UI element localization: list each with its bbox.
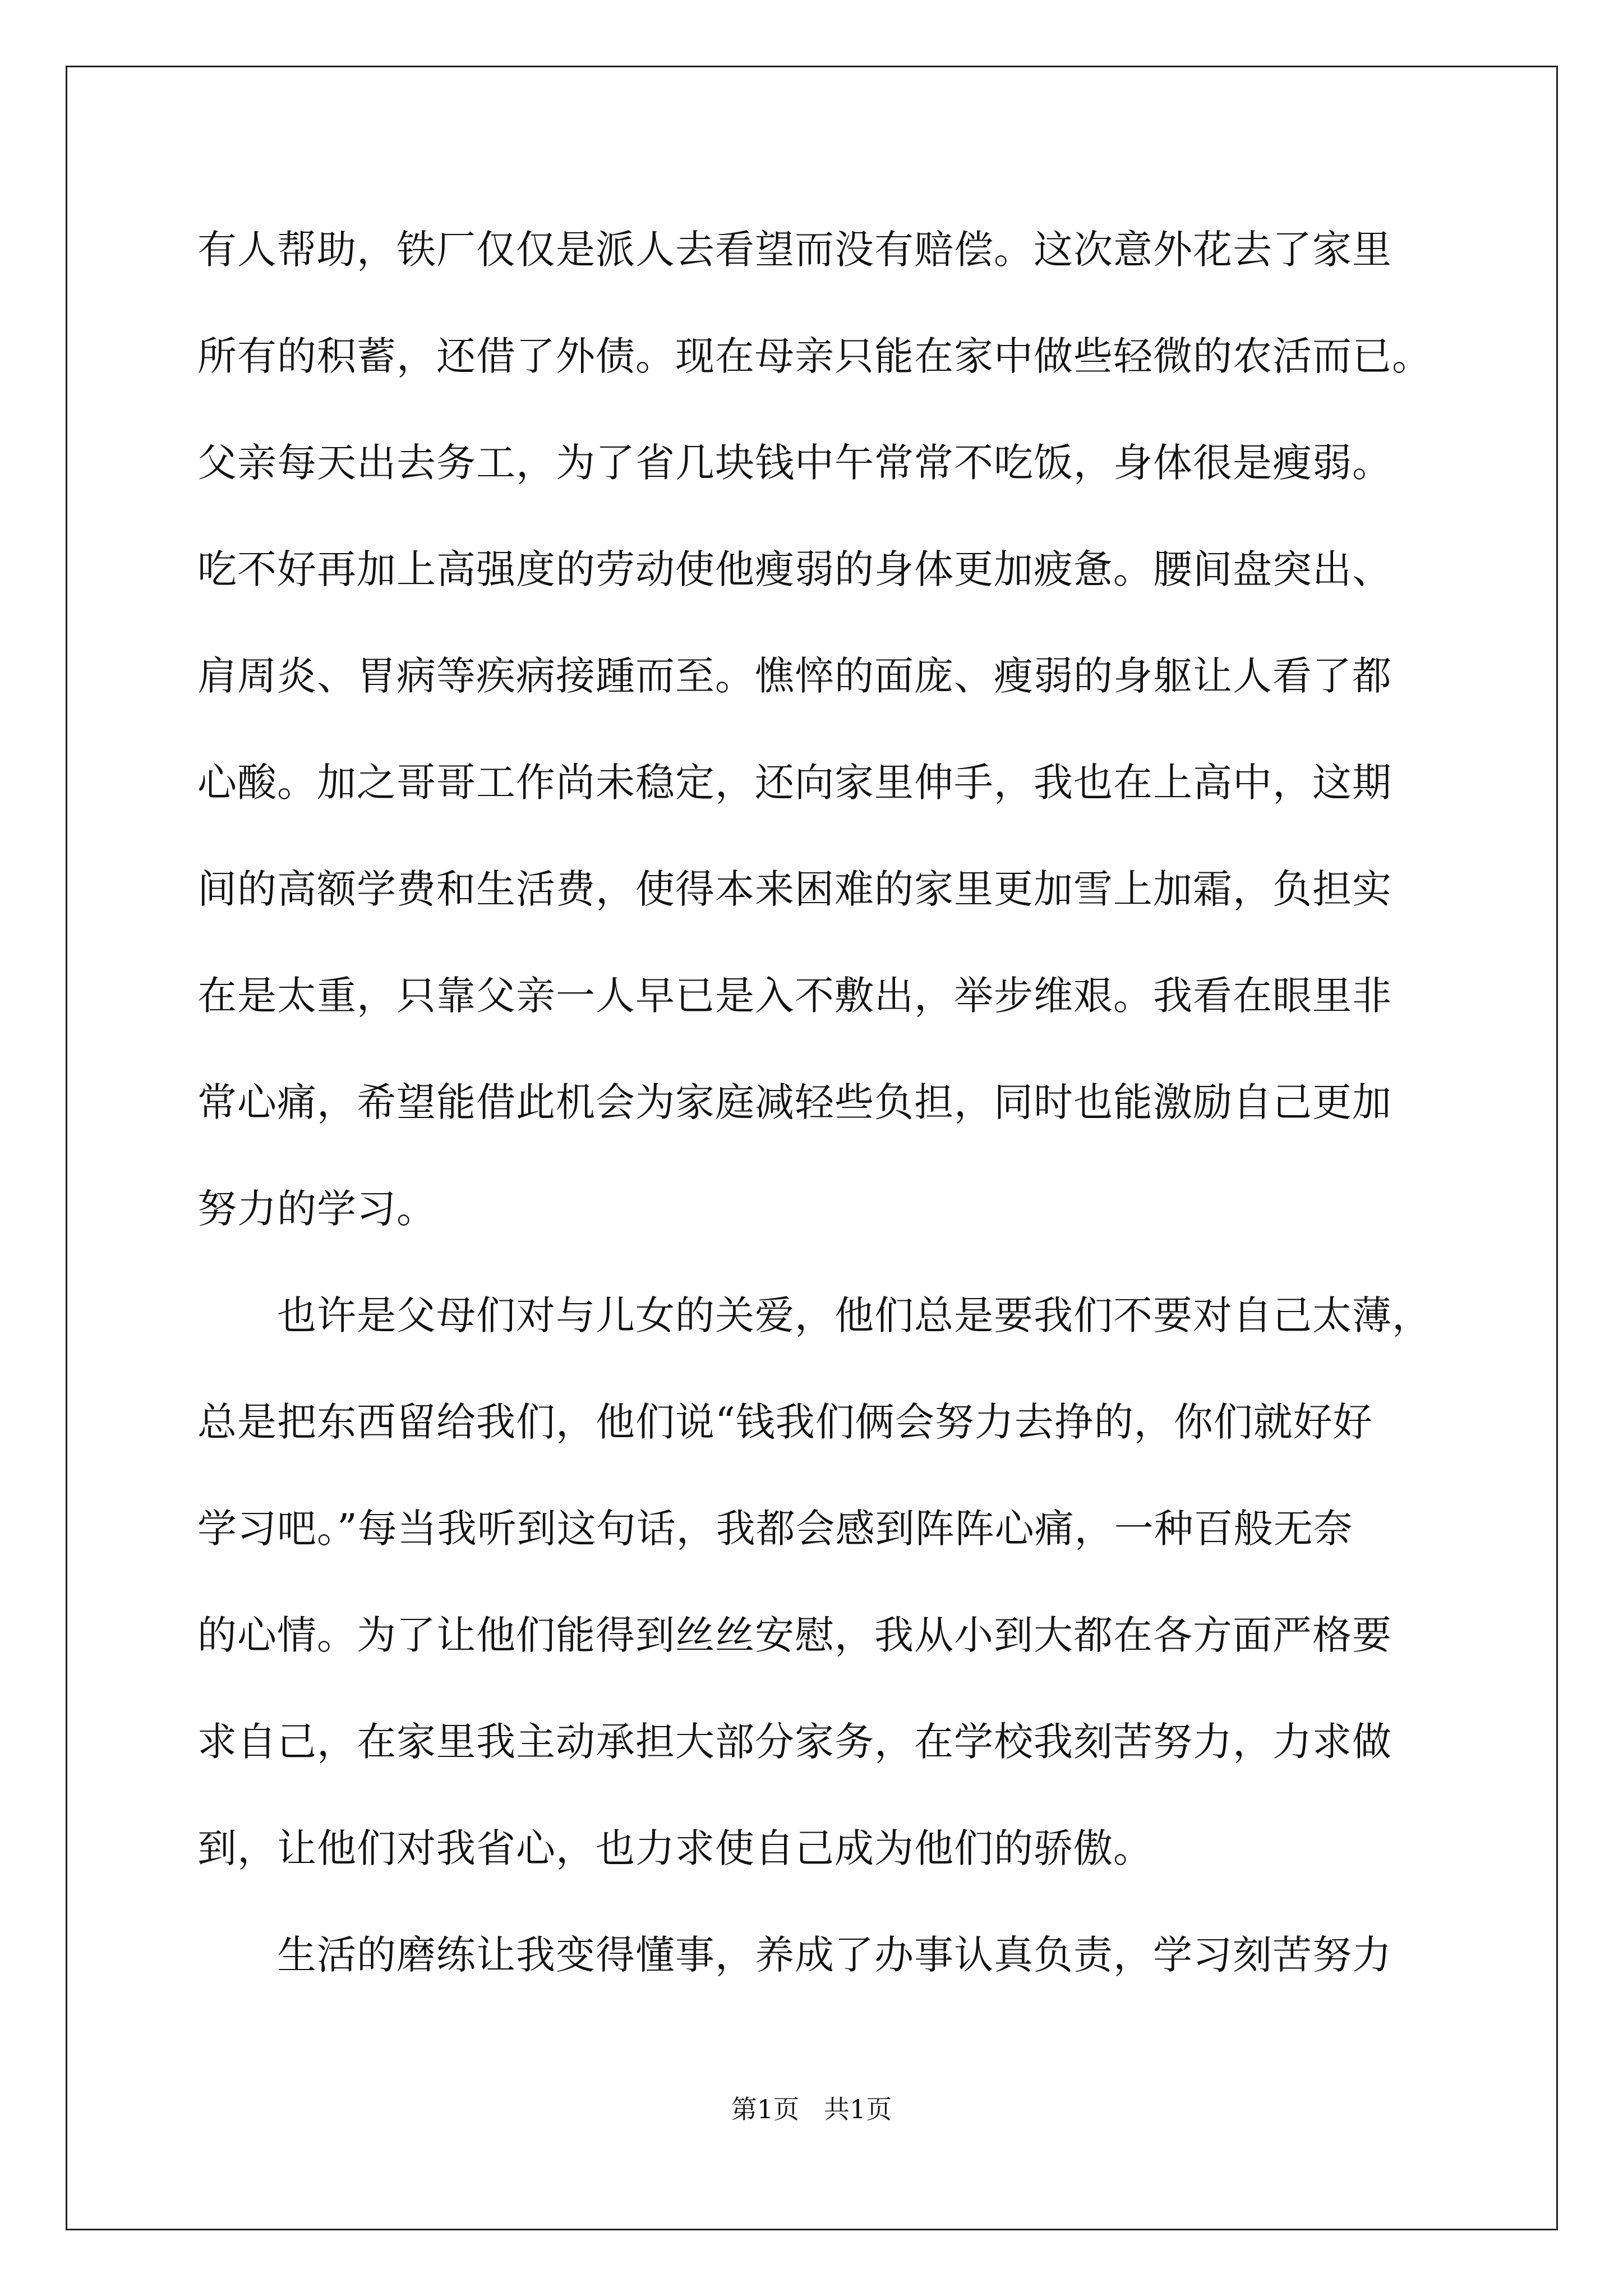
text-line-11: 也许是父母们对与儿女的关爱，他们总是要我们不要对自己太薄，: [197, 1292, 1432, 1338]
text-line-9: 常心痛，希望能借此机会为家庭减轻些负担，同时也能激励自己更加: [197, 1079, 1392, 1125]
page-border: [66, 66, 1558, 2230]
text-line-17: 生活的磨练让我变得懂事，养成了办事认真负责，学习刻苦努力: [197, 1932, 1392, 1978]
text-line-10: 努力的学习。: [197, 1186, 436, 1232]
text-line-16: 到，让他们对我省心，也力求使自己成为他们的骄傲。: [197, 1825, 1153, 1871]
text-line-6: 心酸。加之哥哥工作尚未稳定，还向家里伸手，我也在上高中，这期: [197, 760, 1392, 806]
text-line-4: 吃不好再加上高强度的劳动使他瘦弱的身体更加疲惫。腰间盘突出、: [197, 546, 1392, 592]
text-line-2: 所有的积蓄，还借了外债。现在母亲只能在家中做些轻微的农活而已。: [197, 333, 1432, 379]
text-line-8: 在是太重，只靠父亲一人早已是入不敷出，举步维艰。我看在眼里非: [197, 973, 1392, 1019]
text-line-1: 有人帮助，铁厂仅仅是派人去看望而没有赔偿。这次意外花去了家里: [197, 227, 1392, 273]
text-line-7: 间的高额学费和生活费，使得本来困难的家里更加雪上加霜，负担实: [197, 866, 1392, 912]
text-line-14: 的心情。为了让他们能得到丝丝安慰，我从小到大都在各方面严格要: [197, 1612, 1392, 1658]
text-line-3: 父亲每天出去务工，为了省几块钱中午常常不吃饭，身体很是瘦弱。: [197, 440, 1392, 486]
text-line-5: 肩周炎、胃病等疾病接踵而至。憔悴的面庞、瘦弱的身躯让人看了都: [197, 653, 1392, 699]
text-line-13: 学习吧。”每当我听到这句话，我都会感到阵阵心痛，一种百般无奈: [197, 1506, 1353, 1552]
text-line-15: 求自己，在家里我主动承担大部分家务，在学校我刻苦努力，力求做: [197, 1719, 1392, 1765]
text-line-12: 总是把东西留给我们，他们说“钱我们俩会努力去挣的，你们就好好: [197, 1399, 1373, 1445]
page-footer: 第1页 共1页: [731, 2094, 892, 2124]
